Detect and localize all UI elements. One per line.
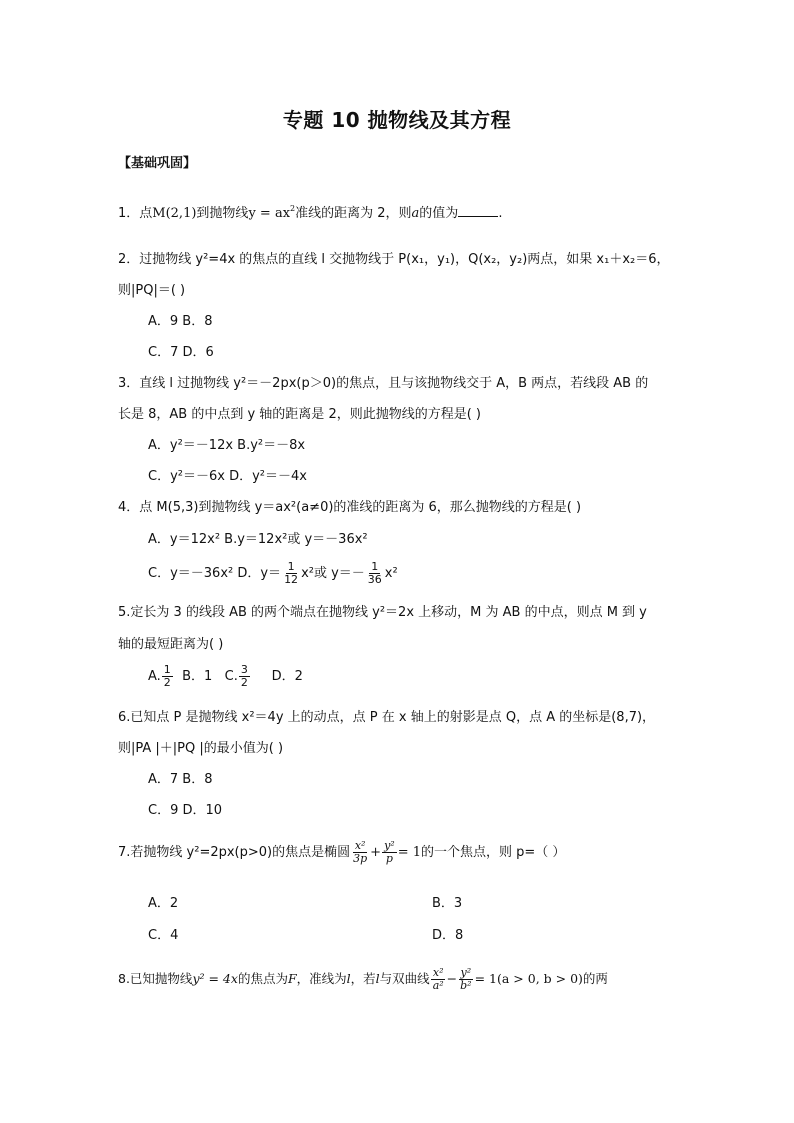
question-3-line-2: 长是 8，AB 的中点到 y 轴的距离是 2，则此抛物线的方程是( ) [118,407,481,422]
fraction-y2-p: $\frac{\text{y²}}{p}$ [384,839,395,865]
q8-equation: y² = 4x [192,971,238,986]
question-6-options-2: C．9 D．10 [148,803,223,818]
q1-text: 到抛物线 [196,206,249,221]
fraction-y2-b2: $\frac{\text{y²}}{\text{b²}}$ [460,966,472,992]
fraction-1-36: $\frac{1}{36}$ [367,560,382,586]
question-4-options-2: C．y＝－36x² D．y＝ $\frac{1}{12}$ x²或 y＝－ $\frac{1}{36}$ x² [148,560,398,586]
q1-text: 的值为 [419,206,459,221]
section-heading: 【基础巩固】 [118,156,197,171]
question-3-options-1: A．y²＝－12x B.y²＝－8x [148,438,306,453]
question-6-line-2: 则|PA |＋|PQ |的最小值为( ) [118,741,284,756]
fraction-1-12: $\frac{1}{12}$ [284,560,299,586]
page-title: 专题 10 抛物线及其方程 [282,108,512,132]
answer-blank [458,204,498,217]
question-7-option-b: B．3 [432,896,463,911]
question-1 [118,200,502,223]
question-6-options-1: A．7 B．8 [148,772,213,787]
fraction-x2-a2: $\frac{\text{x²}}{\text{a²}}$ [432,966,444,992]
question-7-option-d: D．8 [432,928,464,943]
question-4-options-1: A．y＝12x² B.y＝12x²或 y＝－36x² [148,532,368,547]
q1-text: 1．点 [118,206,153,221]
question-4-line-1: 4．点 M(5,3)到抛物线 y＝ax²(a≠0)的准线的距离为 6，那么抛物线的方程是( ) [118,500,582,515]
question-2-line-1: 2．过抛物线 y²=4x 的焦点的直线 l 交抛物线于 P(x₁，y₁)，Q(x₂，y₂)两点，如果 x₁＋x₂＝6， [118,252,670,267]
q1-equation: $y = ax^2$ [248,204,296,221]
question-2-line-2: 则|PQ|＝( ) [118,283,186,298]
question-2-options-2: C．7 D．6 [148,345,214,360]
question-2-options-1: A．9 B．8 [148,314,213,329]
q1-point: M(2,1) [152,206,197,221]
q1-period: . [498,206,503,221]
fraction-1-2: $\frac{1}{2}$ [163,663,171,689]
question-5-options: A. $\frac{1}{2}$ B．1 C. $\frac{3}{2}$ D．2 [148,663,303,689]
question-5-line-1: 5.定长为 3 的线段 AB 的两个端点在抛物线 y²＝2x 上移动，M 为 AB 的中点，则点 M 到 y [118,605,647,620]
question-5-line-2: 轴的最短距离为( ) [118,637,224,652]
question-7: 7.若抛物线 y²=2px(p>0)的焦点是椭圆 $\frac{\text{x²}}{3p}$ + $\frac{\text{y²}}{p}$ = 1的一个焦点，则 p=（ ） [118,839,566,865]
q1-variable: a [411,206,420,221]
question-3-options-2: C．y²＝－6x D．y²＝－4x [148,469,307,484]
question-6-line-1: 6.已知点 P 是抛物线 x²＝4y 上的动点，点 P 在 x 轴上的射影是点 Q，点 A 的坐标是(8,7)， [118,710,656,725]
question-3-line-1: 3．直线 l 过抛物线 y²＝－2px(p＞0)的焦点，且与该抛物线交于 A，B 两点，若线段 AB 的 [118,376,649,391]
fraction-3-2: $\frac{3}{2}$ [240,663,248,689]
question-8: 8.已知抛物线y² = 4x的焦点为F，准线为l，若l与双曲线 $\frac{\text{x²}}{\text{a²}}$ − $\frac{\text{y²}}{\text{b²}}$ = 1(a > 0, b > 0)的两 [118,966,608,992]
q1-text: 准线的距离为 2，则 [295,206,412,221]
fraction-x2-3p: $\frac{\text{x²}}{3p}$ [353,839,368,865]
question-7-option-c: C．4 [148,928,179,943]
question-7-option-a: A．2 [148,896,179,911]
